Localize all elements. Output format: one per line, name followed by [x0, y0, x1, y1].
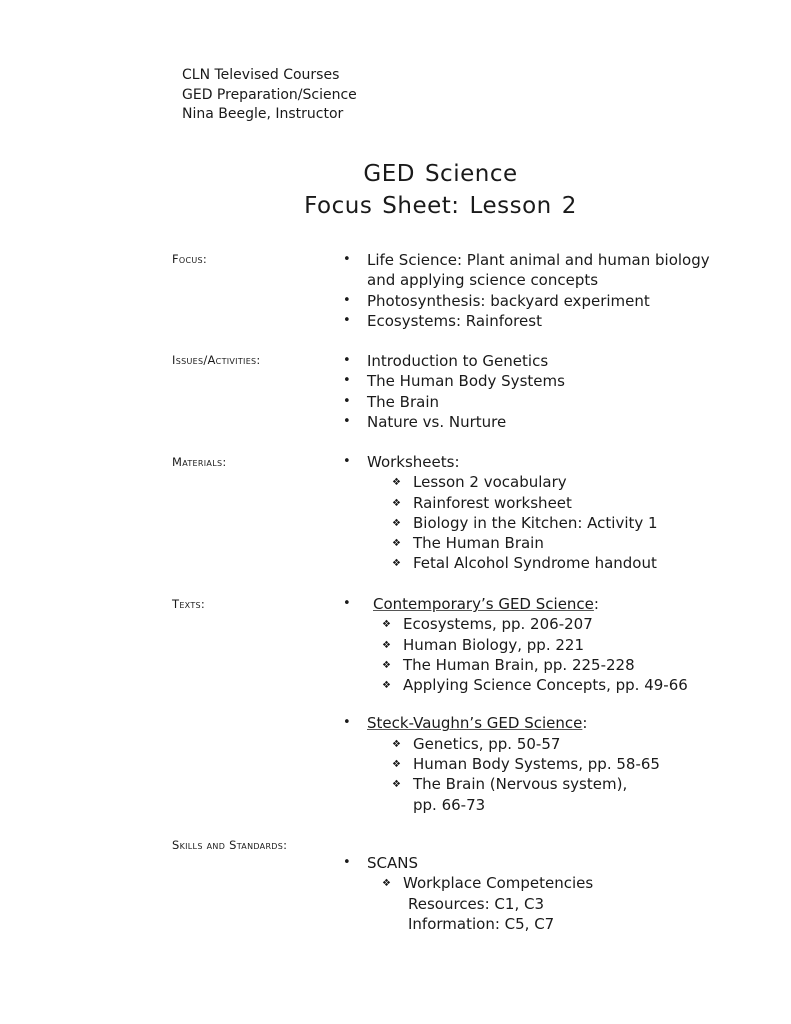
list-item: • Ecosystems: Rainforest [340, 311, 710, 331]
header-line-2: GED Preparation/Science [182, 86, 357, 103]
list-item: • SCANS [340, 853, 593, 873]
sub-list-item: ❖ The Brain (Nervous system), [387, 774, 688, 794]
list-item: • The Brain [340, 392, 565, 412]
issues-activities-label: Issues/Activities: [172, 353, 261, 367]
sub-list-item: ❖ Human Body Systems, pp. 58-65 [387, 754, 688, 774]
issues-list [340, 351, 565, 432]
header-line-3: Nina Beegle, Instructor [182, 106, 344, 122]
competency-line: Resources: C1, C3 [408, 894, 544, 913]
sub-list-item: ❖ Ecosystems, pp. 206-207 [377, 614, 688, 634]
focus-list [340, 250, 710, 331]
focus-label: Focus: [172, 252, 208, 266]
list-item: • Photosynthesis: backyard experiment [340, 291, 710, 311]
list-item: • The Human Body Systems [340, 371, 565, 391]
sub-list-item: ❖ Fetal Alcohol Syndrome handout [387, 553, 658, 573]
sub-list-item: ❖ The Human Brain, pp. 225-228 [377, 655, 688, 675]
list-item [340, 713, 688, 733]
book-title: Steck-Vaughn’s GED Science [367, 714, 583, 733]
list-item [340, 250, 710, 291]
sub-list-item: ❖ Workplace Competencies [377, 873, 593, 893]
sub-list-item: ❖ Lesson 2 vocabulary [387, 472, 658, 492]
punctuation: : [593, 595, 599, 613]
sub-list-item: ❖ Biology in the Kitchen: Activity 1 [387, 513, 658, 533]
sub-list-item: ❖ Applying Science Concepts, pp. 49-66 [377, 675, 688, 695]
title-word: Focus [304, 193, 373, 219]
texts-list [340, 594, 688, 815]
list-item: • Introduction to Genetics [340, 351, 565, 371]
list-item [340, 594, 688, 614]
title-word: 2 [561, 193, 577, 219]
header-line-1: CLN Televised Courses [182, 67, 340, 83]
sub-list-item: ❖ Rainforest worksheet [387, 493, 658, 513]
competency-line: Information: C5, C7 [408, 914, 555, 933]
title-word: Science [424, 161, 518, 187]
list-item-text: Life Science: Plant animal and human biology [367, 251, 710, 269]
list-item: • Nature vs. Nurture [340, 412, 565, 432]
title-line-2 [0, 190, 791, 222]
title-word: GED [363, 161, 415, 187]
course-header [182, 66, 357, 125]
materials-list [340, 452, 658, 574]
title-line-1 [0, 158, 791, 190]
book-title: Contemporary’s GED Science [373, 595, 594, 613]
list-item-text: and applying science concepts [367, 271, 599, 290]
sub-list-item: ❖ Human Biology, pp. 221 [377, 635, 688, 655]
materials-label: Materials: [172, 455, 227, 469]
title-word: Sheet: [382, 193, 460, 219]
title-word: Lesson [469, 193, 552, 219]
skills-list [340, 853, 593, 934]
document-title [0, 158, 791, 222]
skills-standards-label: Skills and Standards: [172, 838, 288, 852]
texts-label: Texts: [172, 597, 206, 611]
list-item: • Worksheets: [340, 452, 658, 472]
sub-list-item: ❖ The Human Brain [387, 533, 658, 553]
sub-list-item: ❖ Genetics, pp. 50-57 [387, 734, 688, 754]
punctuation: : [582, 714, 588, 733]
sub-list-continuation: pp. 66-73 [413, 795, 486, 814]
